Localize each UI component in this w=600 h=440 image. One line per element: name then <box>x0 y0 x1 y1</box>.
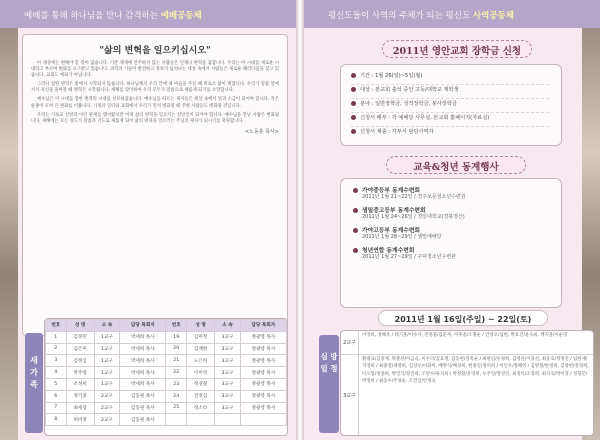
table-cell: 23 <box>166 378 187 390</box>
table-cell: 1 <box>46 331 67 343</box>
decorative-photo-strip <box>0 28 18 440</box>
table-cell: 정광영 목사 <box>240 402 286 414</box>
scholarship-item: 신청서 제출 : 각부서 담당사역자 <box>351 127 549 141</box>
right-header <box>304 0 600 28</box>
sermon-paragraph: 이 세상에는 변해야 할 것이 많습니다. 기존 체계에 안주하지 않는 사람들은 언제나 변혁을 꿈꿉니다. 우리는 이 시대를 새로운 시대라고 부르며 변화를 요구받고 있습니다. 과학과 기술이 발전하고 정보가 넘쳐나는 세상 속에서 사람들은 새로운 패러다임을 찾고 있습니다. 교회도 예외가 아닙니다. <box>31 61 279 79</box>
table-header-cell: 담당 목회자 <box>240 320 286 332</box>
table-cell: 노은희 <box>186 355 214 367</box>
table-cell: 조성희 <box>66 378 94 390</box>
scholarship-item: 기간 : 1월 26(일)~5일(월) <box>351 71 549 85</box>
table-cell: 3교구 <box>215 331 241 343</box>
left-header-text: 예배를 통해 하나님을 만나 감격하는 <box>24 11 158 21</box>
scholarship-title: 2011년 영안교회 장학금 신청 <box>382 40 532 58</box>
left-header-highlight: 예배공동체 <box>160 11 202 21</box>
table-cell <box>215 414 241 426</box>
bullet-icon <box>351 129 356 134</box>
table-header-cell: 번호 <box>166 320 187 332</box>
table-cell: 정광영 목사 <box>240 355 286 367</box>
table-cell: 4 <box>46 367 67 379</box>
visit-group: 2교구 <box>341 331 359 354</box>
table-row <box>46 367 287 379</box>
table-cell: 김은미 <box>66 343 94 355</box>
table-cell: 정광영 목사 <box>240 378 286 390</box>
table-cell: 3교구 <box>215 378 241 390</box>
table-cell: 3교구 <box>215 355 241 367</box>
sermon-box <box>22 34 288 336</box>
table-header-cell: 소 속 <box>94 320 120 332</box>
events-box <box>340 178 562 308</box>
table-cell: 김재현 <box>186 343 214 355</box>
bullet-icon <box>353 208 358 213</box>
table-cell: 2교구 <box>94 390 120 402</box>
new-family-table <box>45 319 287 426</box>
table-cell: 전정심 <box>186 390 214 402</box>
bullet-icon <box>351 87 356 92</box>
event-item <box>353 225 561 241</box>
table-cell: 박세희 목사 <box>120 355 166 367</box>
table-cell: 1교구 <box>94 343 120 355</box>
event-name: 청년연합 동계수련회 <box>362 248 415 254</box>
table-cell: 3 <box>46 355 67 367</box>
scholarship-item: 분야 : 일반장학금, 성적장학금, 봉사장학금 <box>351 99 549 113</box>
event-detail: 2011년 1월 28~29일 / 샘밀예배당 <box>362 234 442 240</box>
sermon-paragraph: 우리는 기독교 신앙과 이런 관계를 맺어왔지만 이제 삶의 변혁을 일으키는 신앙인이 되어야 합니다. 예수님을 만난 사람은 변화됩니다. 새해에는 모든 성도가 말씀과 기도로 새롭게 되어 삶의 변혁을 일으키는 주님의 제자가 되시기를 축원합니다. <box>31 112 279 124</box>
table-cell <box>240 414 286 426</box>
table-cell: 이미영 <box>186 367 214 379</box>
table-cell: 김동원 목사 <box>120 390 166 402</box>
table-cell: 3교구 <box>215 390 241 402</box>
table-cell: 최세영 <box>66 402 94 414</box>
table-header-cell: 성 명 <box>186 320 214 332</box>
table-row <box>46 343 287 355</box>
bullet-icon <box>351 115 356 120</box>
table-cell: 박주영 <box>66 367 94 379</box>
table-cell: 박세희 목사 <box>120 343 166 355</box>
visit-row <box>341 331 593 355</box>
event-name: 가야중등부 동계수련회 <box>362 188 421 194</box>
event-detail: 2011년 1월 27~29일 / 구덕청소년수련관 <box>362 254 456 260</box>
visit-schedule-label: 심 방 일 정 <box>319 335 339 433</box>
table-cell: 22 <box>166 367 187 379</box>
table-cell: 5 <box>46 378 67 390</box>
table-body <box>46 331 287 425</box>
right-header-highlight: 사역공동체 <box>472 11 514 21</box>
table-header-cell: 번호 <box>46 320 67 332</box>
table-cell: 김정심 <box>66 355 94 367</box>
table-row <box>46 414 287 426</box>
event-name: 샘밀중고등부 동계수련회 <box>362 208 426 214</box>
visit-names: 이영희, 정혜옥 / 태기홍/이수자, 전홍중/김준자, 이후중/조명순 / 안영모/임현, 박효진/윤숙희, 백지홍/이순영 <box>362 333 568 338</box>
right-page <box>304 0 600 440</box>
table-cell: 정소라 <box>186 402 214 414</box>
table-cell: 허미정 <box>66 414 94 426</box>
table-cell: 1교구 <box>94 378 120 390</box>
bullet-icon <box>351 73 356 78</box>
table-cell: 정경철 <box>186 378 214 390</box>
table-cell: 김경민 <box>66 331 94 343</box>
table-header-cell: 성 명 <box>66 320 94 332</box>
visit-group: 3교구 <box>341 355 359 435</box>
table-cell: 박세희 목사 <box>120 331 166 343</box>
table-cell: 1교구 <box>94 331 120 343</box>
events-title: 교육&청년 동계행사 <box>386 156 526 174</box>
scholarship-box <box>340 64 562 146</box>
sermon-title: "삶의 변혁을 일으키십시오" <box>99 46 211 56</box>
table-cell: 정광영 목사 <box>240 343 286 355</box>
table-cell: 1교구 <box>94 367 120 379</box>
table-header-cell: 담당 목회자 <box>120 320 166 332</box>
table-cell: 정광영 목사 <box>240 390 286 402</box>
bullet-icon <box>351 101 356 106</box>
table-row <box>46 378 287 390</box>
table-cell: 20 <box>166 343 187 355</box>
bullet-icon <box>353 248 358 253</box>
table-cell: 21 <box>166 355 187 367</box>
left-page <box>0 0 296 440</box>
table-cell: 19 <box>166 331 187 343</box>
bullet-icon <box>353 228 358 233</box>
event-item <box>353 205 561 221</box>
table-row <box>46 331 287 343</box>
event-detail: 2011년 1월 21~22일 / 경주보문청소년수련원 <box>362 194 466 200</box>
scholarship-item: 대상 : 본교회 출석 중인 고등/대학교 재학생 <box>351 85 549 99</box>
table-cell: 2 <box>46 343 67 355</box>
visit-row <box>341 355 593 435</box>
event-detail: 2011년 1월 24~26일 / 경일대학교(경북경산) <box>362 214 465 220</box>
table-cell <box>166 414 187 426</box>
table-row <box>46 355 287 367</box>
table-cell: 25 <box>166 402 187 414</box>
table-header-cell: 소 속 <box>215 320 241 332</box>
table-header-row <box>46 320 287 332</box>
sermon-paragraph: 예수님은 이 시대를 향한 변혁의 시대를 선포하셨습니다. 예수님을 따르는 제자들은 세상 속에서 빛과 소금이 되어야 합니다. 작은 순종이 모여 큰 변화를 이룹니다. 가정과 일터와 교회에서 우리가 먼저 변화될 때 주변 사람들도 변화될 것입니다. <box>31 97 279 109</box>
table-cell: 박세희 목사 <box>120 367 166 379</box>
sermon-signature: <노동훈 목사> <box>244 128 279 135</box>
table-cell: 정광영 목사 <box>240 331 286 343</box>
table-row <box>46 402 287 414</box>
left-header <box>0 0 296 28</box>
table-cell: 2교구 <box>94 402 120 414</box>
new-family-label: 새 가 족 <box>25 333 43 433</box>
table-cell: 24 <box>166 390 187 402</box>
event-item <box>353 185 561 201</box>
event-name: 가야고등부 동계수련회 <box>362 228 421 234</box>
table-row <box>46 390 287 402</box>
visit-names: 황대표/김정제, 박춘선/이금숙, 이수덕/김효정, 김동현/강옥순 / 최판일/우정희, 김영실/이경선, 최동호/정명선 / 임한재/지영희 / 최종철/제명희, 김상우/이화미, 배병석/배경희, 현종길/정미희 / 이인우/정혜영 / 김병철/한정희, 김창현/정경희, 이오형/정종희, 박민식/정진희, 조연수/류지희 / 박정환/유영희, 우주일/정경연, 최정익/조경희, 최지욱/박미경 / 정형문/박정희 / 최동수/주성순, 조진일/안정숙 <box>362 357 589 385</box>
table-cell: 6 <box>46 390 67 402</box>
right-header-text: 평신도들이 사역의 주체가 되는 평신도 <box>328 11 471 21</box>
bullet-icon <box>353 188 358 193</box>
page-gutter <box>296 0 304 440</box>
scholarship-item: 신청서 배부 : 각 예배당 사무실, 본교회 홈페이지(자료실) <box>351 113 549 127</box>
table-cell: 김동원 목사 <box>120 414 166 426</box>
new-family-table-box <box>30 318 288 436</box>
table-cell: 2교구 <box>94 414 120 426</box>
sermon-paragraph: 그러나 참된 변혁은 밖에서 시작되지 않습니다. 하나님께서 우리 안에 새 마음을 주실 때 비로소 삶이 변합니다. 우리가 말씀 앞에 서서 자신을 돌아볼 때 변혁은 시작됩니다. 새해를 맞이하여 우리 모두가 말씀으로 새롭게 되기를 소망합니다. <box>31 82 279 94</box>
table-cell: 8 <box>46 414 67 426</box>
table-cell: 3교구 <box>215 402 241 414</box>
table-cell: 김미정 <box>186 331 214 343</box>
table-cell: 1교구 <box>94 355 120 367</box>
visit-date-range: 2011년 1월 16일(주일) ~ 22일(토) <box>378 310 548 326</box>
table-cell <box>186 414 214 426</box>
table-cell: 7 <box>46 402 67 414</box>
table-cell: 3교구 <box>215 367 241 379</box>
table-cell: 정광영 목사 <box>240 367 286 379</box>
visit-schedule-box <box>320 330 594 436</box>
table-cell: 정기종 <box>66 390 94 402</box>
table-cell: 3교구 <box>215 343 241 355</box>
table-cell: 박세희 목사 <box>120 378 166 390</box>
table-cell: 김동원 목사 <box>120 402 166 414</box>
event-item <box>353 245 561 261</box>
